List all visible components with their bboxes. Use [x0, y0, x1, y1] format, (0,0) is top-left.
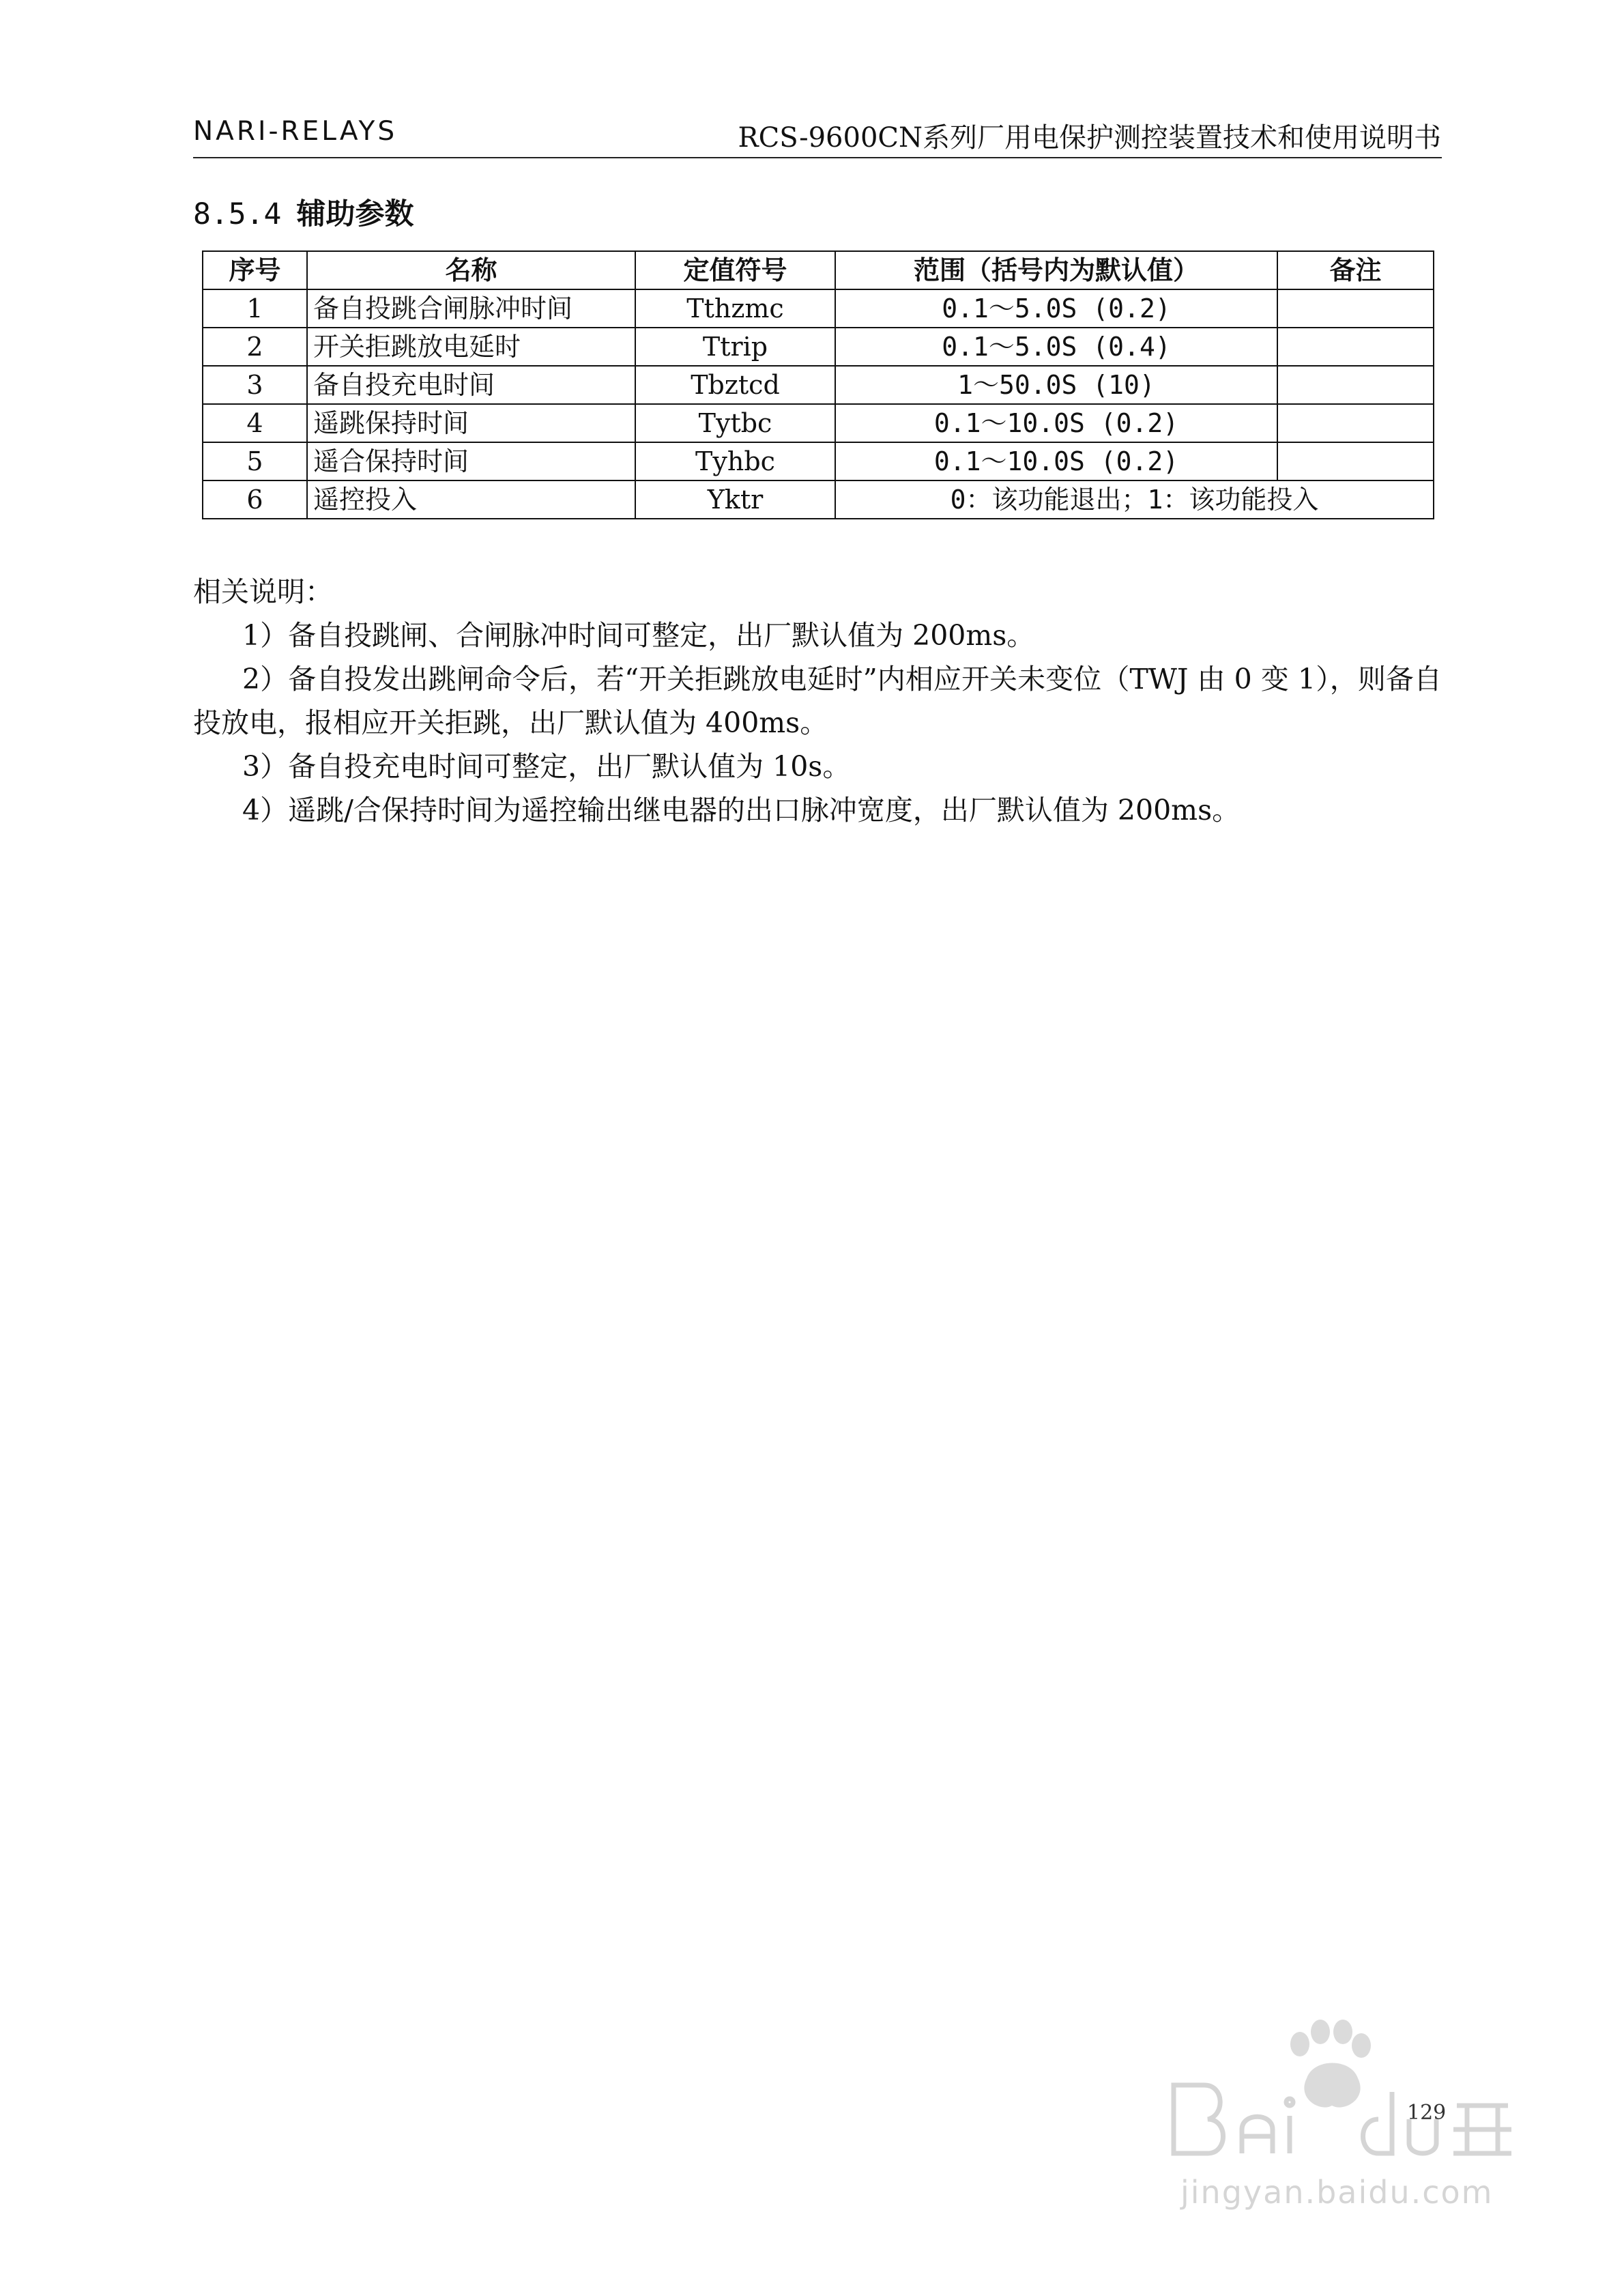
param-name: 遥跳保持时间 — [307, 404, 635, 442]
table-row — [203, 480, 1434, 519]
param-symbol: Yktr — [635, 480, 835, 519]
section-number: 8.5.4 — [193, 197, 282, 231]
note-item: 3）备自投充电时间可整定，出厂默认值为 10s。 — [242, 750, 851, 783]
param-range: 1～50.0S (10) — [835, 366, 1277, 404]
baidu-logo-icon — [1153, 2003, 1535, 2174]
column-header: 备注 — [1277, 251, 1434, 289]
param-symbol: Tthzmc — [635, 289, 835, 328]
baidu-jingyan-watermark — [1153, 2003, 1535, 2228]
table-row — [203, 328, 1434, 366]
param-range: 0.1～10.0S (0.2) — [835, 442, 1277, 480]
row-number: 1 — [203, 289, 307, 328]
param-name: 遥合保持时间 — [307, 442, 635, 480]
section-title: 辅助参数 — [296, 197, 414, 231]
parameter-table — [202, 250, 1434, 519]
param-note — [1277, 442, 1434, 480]
param-symbol: Tytbc — [635, 404, 835, 442]
table-row — [203, 289, 1434, 328]
param-note — [1277, 289, 1434, 328]
param-range: 0.1～10.0S (0.2) — [835, 404, 1277, 442]
param-name: 开关拒跳放电延时 — [307, 328, 635, 366]
note-item: 4）遥跳/合保持时间为遥控输出继电器的出口脉冲宽度，出厂默认值为 200ms。 — [242, 794, 1241, 827]
table-row — [203, 404, 1434, 442]
header-document-title: RCS-9600CN系列厂用电保护测控装置技术和使用说明书 — [738, 122, 1441, 154]
column-header: 范围（括号内为默认值） — [835, 251, 1277, 289]
param-range: 0.1～5.0S (0.4) — [835, 328, 1277, 366]
param-symbol: Tyhbc — [635, 442, 835, 480]
param-note — [1277, 404, 1434, 442]
row-number: 2 — [203, 328, 307, 366]
note-item: 1）备自投跳闸、合闸脉冲时间可整定，出厂默认值为 200ms。 — [242, 619, 1035, 652]
param-name: 备自投充电时间 — [307, 366, 635, 404]
param-note — [1277, 328, 1434, 366]
param-range: 0：该功能退出；1：该功能投入 — [835, 480, 1434, 519]
param-note — [1277, 366, 1434, 404]
param-name: 遥控投入 — [307, 480, 635, 519]
column-header: 名称 — [307, 251, 635, 289]
param-symbol: Tbztcd — [635, 366, 835, 404]
column-header: 定值符号 — [635, 251, 835, 289]
watermark-url: jingyan.baidu.com — [1180, 2174, 1494, 2211]
row-number: 5 — [203, 442, 307, 480]
notes-section — [193, 570, 1442, 832]
section-heading — [193, 191, 414, 233]
note-item: 2）备自投发出跳闸命令后，若“开关拒跳放电延时”内相应开关未变位（TWJ 由 0 变 1），则备自投放电，报相应开关拒跳，出厂默认值为 400ms。 — [193, 663, 1442, 739]
column-header: 序号 — [203, 251, 307, 289]
row-number: 4 — [203, 404, 307, 442]
table-header-row — [203, 251, 1434, 289]
table-row — [203, 442, 1434, 480]
param-range: 0.1～5.0S (0.2) — [835, 289, 1277, 328]
header-brand: NARI-RELAYS — [193, 116, 398, 147]
page-number: 129 — [1407, 2101, 1447, 2125]
header-divider — [193, 157, 1442, 158]
param-name: 备自投跳合闸脉冲时间 — [307, 289, 635, 328]
row-number: 3 — [203, 366, 307, 404]
notes-heading: 相关说明： — [193, 575, 333, 608]
row-number: 6 — [203, 480, 307, 519]
table-row — [203, 366, 1434, 404]
param-symbol: Ttrip — [635, 328, 835, 366]
